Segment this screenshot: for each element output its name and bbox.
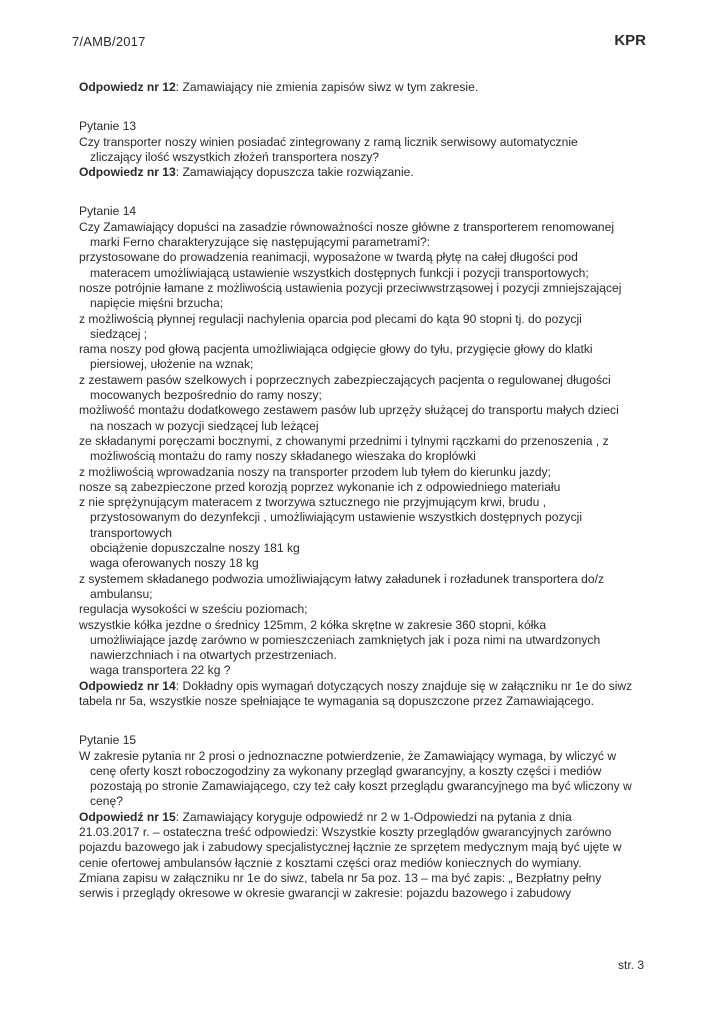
- spacer: [79, 709, 644, 733]
- question-14-line: przystosowane do prowadzenia reanimacji, wyposażone w twardą płytę na całej długości pod: [79, 250, 578, 265]
- question-15-title: Pytanie 15: [79, 733, 137, 748]
- question-14-line: nawierzchniach i na otwartych przestrzeniach.: [90, 648, 337, 663]
- question-14-line: wszystkie kółka jezdne o średnicy 125mm, 2 kółka skrętne w zakresie 360 stopni, kółka: [79, 617, 547, 632]
- question-14-line: obciążenie dopuszczalne noszy 181 kg: [90, 541, 300, 556]
- answer-15-line: 21.03.2017 r. – ostateczna treść odpowiedzi: Wszystkie koszty przeglądów gwarancyjnych zarówno: [79, 825, 612, 840]
- question-14-line: przystosowanym do dezynfekcji , umożliwiającym ustawienie wszystkich dostępnych pozycji: [90, 510, 583, 525]
- question-15-line: cenę?: [90, 794, 123, 809]
- answer-15: [79, 810, 644, 825]
- document-body: [79, 80, 644, 902]
- question-14-line: siedzącej ;: [90, 326, 148, 341]
- answer-14-label: Odpowiedz nr 14: [79, 678, 176, 693]
- question-14-line: możliwość montażu dodatkowego zestawem pasów lub uprzęży służącej do transportu małych dzieci: [79, 403, 619, 418]
- question-14-line: rama noszy pod głową pacjenta umożliwiająca odgięcie głowy do tyłu, przygięcie głowy do klatki: [79, 342, 593, 357]
- answer-13-label: Odpowiedz nr 13: [79, 165, 176, 180]
- question-14-line: marki Ferno charakteryzujące się następującymi parametrami?:: [90, 235, 431, 250]
- question-15-line: pozostają po stronie Zamawiającego, czy też cały koszt przeglądu gwarancyjnego ma być wliczony w: [90, 779, 632, 794]
- answer-15-line: cenie ofertowej ambulansów łącznie z kosztami części oraz mediów koniecznych do wymiany.: [79, 855, 582, 870]
- answer-15-text: : Zamawiający koryguje odpowiedź nr 2 w 1-Odpowiedzi na pytania z dnia: [175, 809, 572, 824]
- question-14-line: z możliwością płynnej regulacji nachylenia oparcia pod plecami do kąta 90 stopni tj. do pozycji: [79, 311, 582, 326]
- question-14-line: ze składanymi poręczami bocznymi, z chowanymi przednimi i tylnymi rączkami do przenoszenia , z: [79, 433, 609, 448]
- answer-14-line: tabela nr 5a, wszystkie nosze spełniające te wymagania są dopuszczone przez Zamawiającego.: [79, 693, 594, 708]
- question-14-line: możliwością montażu do ramy noszy składanego wieszaka do kroplówki: [90, 449, 476, 464]
- question-14-line: z możliwością wprowadzania noszy na transporter przodem lub tyłem do kierunku jazdy;: [79, 464, 551, 479]
- answer-14: [79, 679, 644, 694]
- question-15-line: cenę oferty koszt roboczogodziny za wykonany przegląd gwarancyjny, a koszty części i mediów: [90, 763, 602, 778]
- page-number: str. 3: [617, 958, 644, 972]
- document-reference: 7/AMB/2017: [72, 34, 146, 49]
- answer-15-line: serwis i przeglądy okresowe w okresie gwarancji w zakresie: pojazdu bazowego i zabudowy: [79, 886, 572, 901]
- answer-15-line: pojazdu bazowego jak i zabudowy specjalistycznej łącznie ze sprzętem medycznym mają być ujęte w: [79, 840, 622, 855]
- question-14-line: z nie sprężynującym materacem z tworzywa sztucznego nie przyjmującym krwi, brudu ,: [79, 495, 547, 510]
- question-13-line: zliczający ilość wszystkich złożeń transportera noszy?: [90, 149, 380, 164]
- question-14-line: na noszach w pozycji siedzącej lub leżącej: [90, 418, 319, 433]
- question-14-line: z systemem składanego podwozia umożliwiającym łatwy załadunek i rozładunek transportera do/z: [79, 571, 604, 586]
- answer-15-line: Zmiana zapisu w załączniku nr 1e do siwz, tabela nr 5a poz. 13 – ma być zapis: „ Bezpłatny pełny: [79, 870, 602, 885]
- question-14-line: nosze są zabezpieczone przed korozją poprzez wykonanie ich z odpowiedniego materiału: [79, 479, 561, 494]
- spacer: [79, 180, 644, 204]
- question-15-line: W zakresie pytania nr 2 prosi o jednoznaczne potwierdzenie, że Zamawiający wymaga, by wliczyć w: [79, 748, 617, 763]
- answer-15-label: Odpowiedź nr 15: [79, 809, 176, 824]
- answer-12-label: Odpowiedz nr 12: [79, 80, 176, 94]
- question-14-line: napięcie mięśni brzucha;: [90, 296, 224, 311]
- answer-12: [79, 80, 644, 95]
- question-14-line: piersiowej, ułożenie na wznak;: [90, 357, 254, 372]
- question-14-line: waga oferowanych noszy 18 kg: [90, 556, 259, 571]
- question-14-title: Pytanie 14: [79, 204, 137, 219]
- question-14-line: nosze potrójnie łamane z możliwością ustawienia pozycji przeciwwstrząsowej i pozycji zmniejszającej: [79, 280, 622, 295]
- question-13-line: Czy transporter noszy winien posiadać zintegrowany z ramą licznik serwisowy automatycznie: [79, 134, 578, 149]
- answer-13-text: : Zamawiający dopuszcza takie rozwiązanie.: [175, 165, 414, 180]
- question-14-line: z zestawem pasów szelkowych i poprzecznych zabezpieczających pacjenta o regulowanej długości: [79, 372, 611, 387]
- question-14-line: Czy Zamawiający dopuści na zasadzie równoważności nosze główne z transporterem renomowanej: [79, 219, 615, 234]
- spacer: [79, 95, 644, 119]
- question-14-line: waga transportera 22 kg ?: [90, 663, 231, 678]
- question-14-line: regulacja wysokości w sześciu poziomach;: [79, 602, 308, 617]
- question-13-title: Pytanie 13: [79, 119, 137, 134]
- question-14-line: mocowanych bezpośrednio do ramy noszy;: [90, 388, 322, 403]
- question-14-line: ambulansu;: [90, 586, 153, 601]
- question-14-line: transportowych: [90, 525, 173, 540]
- organization-mark: KPR: [614, 32, 646, 49]
- answer-14-text: : Dokładny opis wymagań dotyczących noszy znajduje się w załączniku nr 1e do siwz: [175, 678, 633, 693]
- answer-13: [79, 165, 644, 180]
- question-14-line: umożliwiające jazdę zarówno w pomieszczeniach zamkniętych jak i poza nimi na utwardzonych: [90, 632, 601, 647]
- answer-12-text: : Zamawiający nie zmienia zapisów siwz w tym zakresie.: [175, 80, 479, 94]
- question-14-line: materacem umożliwiającą ustawienie wszystkich dostępnych funkcji i pozycji transportowych;: [90, 265, 589, 280]
